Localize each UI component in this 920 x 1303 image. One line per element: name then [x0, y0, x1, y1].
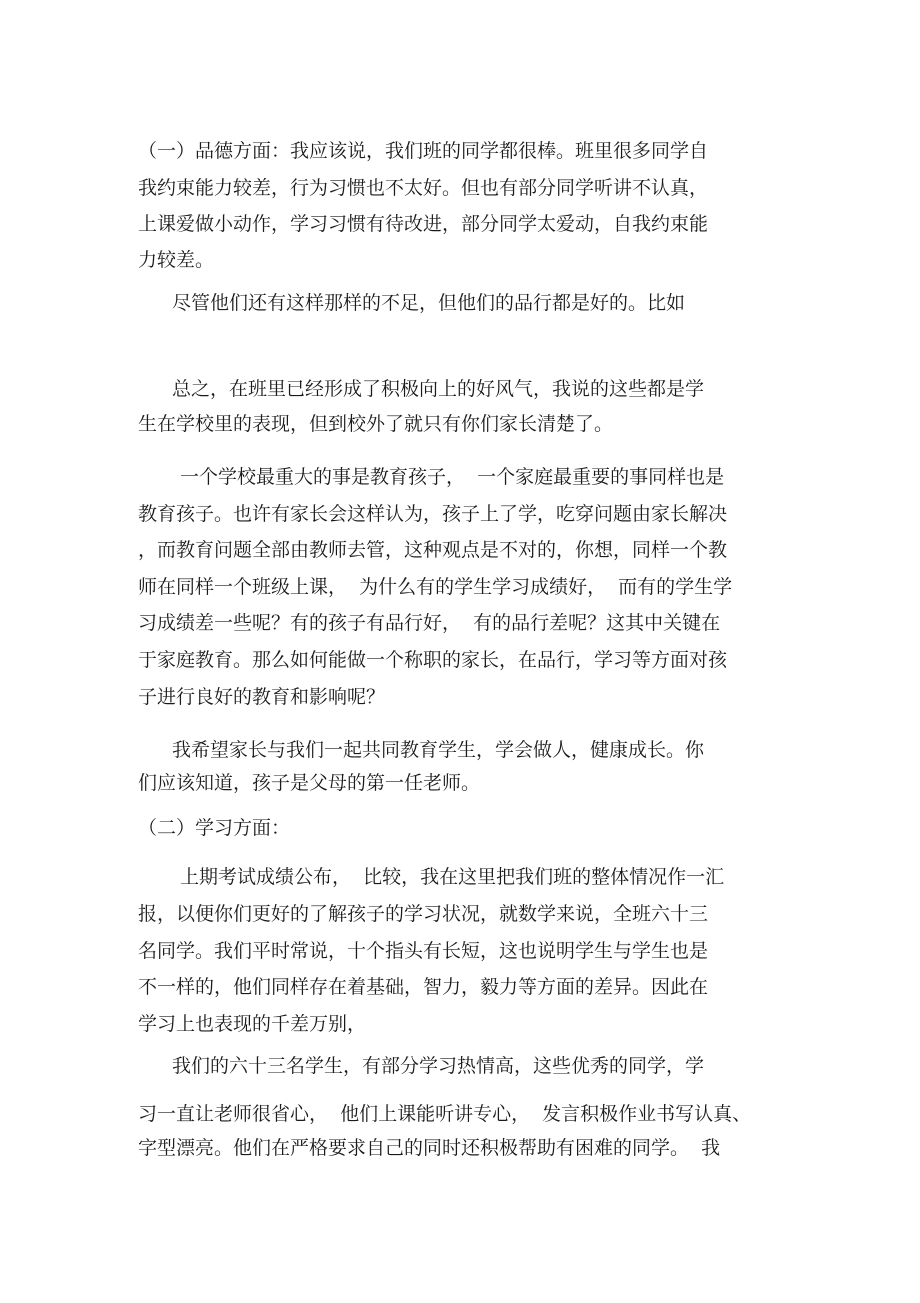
text-line: 报，以便你们更好的了解孩子的学习状况，就数学来说，全班六十三: [138, 903, 709, 925]
text-line: （一）品德方面：我应该说，我们班的同学都很棒。班里很多同学自: [138, 140, 709, 162]
text-line: ，而教育问题全部由教师去管，这种观点是不对的，你想，同样一个教: [138, 539, 728, 561]
text-line: 教育孩子。也许有家长会这样认为，孩子上了学，吃穿问题由家长解决: [138, 503, 728, 525]
text-line: 我约束能力较差，行为习惯也不太好。但也有部分同学听讲不认真，: [138, 177, 709, 199]
section-heading: （二）学习方面：: [138, 817, 291, 839]
text-line: 名同学。我们平时常说，十个指头有长短，这也说明学生与学生也是: [138, 940, 709, 962]
text-line: 一个学校最重大的事是教育孩子， 一个家庭最重要的事同样也是: [180, 466, 725, 488]
text-line: 习一直让老师很省心， 他们上课能听讲专心， 发言积极作业书写认真、: [138, 1103, 752, 1125]
text-line: 上期考试成绩公布， 比较，我在这里把我们班的整体情况作一汇: [180, 866, 725, 888]
text-line: 生在学校里的表现，但到校外了就只有你们家长清楚了。: [138, 413, 614, 435]
text-line: 师在同样一个班级上课， 为什么有的学生学习成绩好， 而有的学生学: [138, 576, 733, 598]
text-line: 力较差。: [138, 249, 215, 271]
text-line: 字型漂亮。他们在严格要求自己的同时还积极帮助有困难的同学。 我: [138, 1137, 721, 1159]
text-line: 尽管他们还有这样那样的不足，但他们的品行都是好的。比如: [172, 292, 686, 314]
text-line: 子进行良好的教育和影响呢？: [138, 686, 386, 708]
text-line: 于家庭教育。那么如何能做一个称职的家长，在品行，学习等方面对孩: [138, 649, 728, 671]
text-line: 不一样的，他们同样存在着基础，智力，毅力等方面的差异。因此在: [138, 976, 709, 998]
text-line: 学习上也表现的千差万别，: [138, 1013, 367, 1035]
text-line: 习成绩差一些呢？有的孩子有品行好， 有的品行差呢？这其中关键在: [138, 612, 721, 634]
text-line: 上课爱做小动作，学习习惯有待改进，部分同学太爱动，自我约束能: [138, 213, 709, 235]
text-line: 我们的六十三名学生，有部分学习热情高，这些优秀的同学，学: [172, 1055, 705, 1077]
text-line: 总之，在班里已经形成了积极向上的好风气，我说的这些都是学: [172, 378, 705, 400]
text-line: 们应该知道，孩子是父母的第一任老师。: [138, 772, 481, 794]
text-line: 我希望家长与我们一起共同教育学生，学会做人，健康成长。你: [172, 739, 705, 761]
